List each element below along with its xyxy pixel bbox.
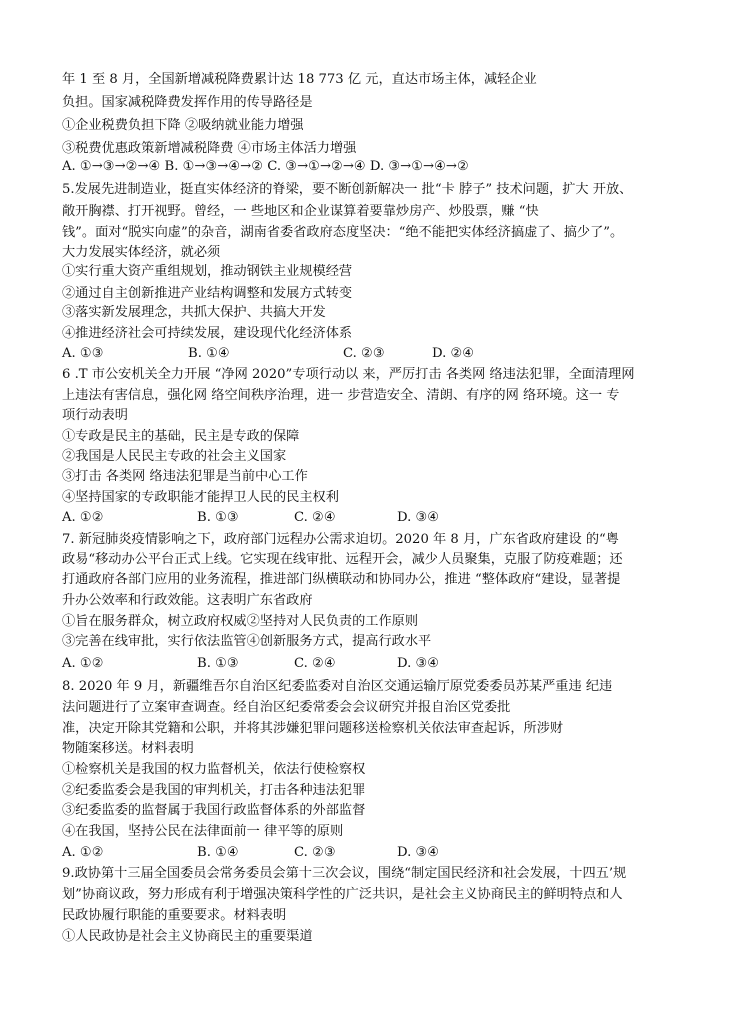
option-c: C. ②③ <box>294 845 336 860</box>
text-line: ④坚持国家的专政职能才能捍卫人民的民主权利 <box>62 490 339 505</box>
text-line: 政易“移动办公平台正式上线。它实现在线审批、远程开会，减少人员聚集，克服了防疫难题；还 <box>62 552 623 567</box>
option-d: D. ③④ <box>397 510 440 525</box>
text-line: 准，决定开除其党籍和公职，并将其涉嫌犯罪问题移送检察机关依法审查起诉，所涉财 <box>62 721 564 736</box>
text-line: ②纪委监委会是我国的审判机关，打击各种违法犯罪 <box>62 783 366 798</box>
option-b: B. ①④ <box>197 845 239 860</box>
text-line: 敞开胸襟、打开视野。曾经，一 些地区和企业谋算着要靠炒房产、炒股票，赚 “快 <box>62 204 539 219</box>
option-d: D. ③④ <box>397 845 440 860</box>
question-6-stem: 6 .T 市公安机关全力开展 “净网 2020”专项行动以 来，严厉打击 各类网 络违法犯罪，全面清理网 <box>62 367 635 382</box>
text-line: 民政协履行职能的重要要求。材料表明 <box>62 908 287 923</box>
text-line: ①检察机关是我国的权力监督机关，依法行使检察权 <box>62 762 366 777</box>
text-line: ③纪委监委的监督属于我国行政监督体系的外部监督 <box>62 803 366 818</box>
text-line: ③完善在线审批，实行依法监管④创新服务方式，提高行政水平 <box>62 634 432 649</box>
text-line: 项行动表明 <box>62 408 128 423</box>
option-a: A. ①③ <box>62 346 104 361</box>
question-7-stem: 7. 新冠肺炎疫情影响之下，政府部门远程办公需求迫切。2020 年 8 月，广东省政府建设 的“粤 <box>62 532 619 547</box>
text-line: ①实行重大资产重组规划，推动钢铁主业规模经营 <box>62 264 353 279</box>
option-a: A. ①② <box>62 845 104 860</box>
text-line: ①专政是民主的基础，民主是专政的保障 <box>62 429 300 444</box>
text-line: ③落实新发展理念，共抓大保护、共搞大开发 <box>62 305 326 320</box>
text-line: ③打击 各类网 络违法犯罪是当前中心工作 <box>62 469 308 484</box>
option-c: C. ②③ <box>343 346 385 361</box>
text-line: ①人民政协是社会主义协商民主的重要渠道 <box>62 929 313 944</box>
option-c: C. ②④ <box>294 656 336 671</box>
option-c: C. ②④ <box>294 510 336 525</box>
text-line: A. ①→③→②→④ B. ①→③→④→② C. ③→①→②→④ D. ③→①→④→② <box>62 159 469 174</box>
text-line: ①企业税费负担下降 ②吸纳就业能力增强 <box>62 118 304 133</box>
option-d: D. ③④ <box>397 656 440 671</box>
option-b: B. ①④ <box>188 346 230 361</box>
text-line: ②通过自主创新推进产业结构调整和发展方式转变 <box>62 286 353 301</box>
text-line: 年 1 至 8 月，全国新增减税降费累计达 18 773 亿 元，直达市场主体，减轻企业 <box>62 72 537 87</box>
text-line: ②我国是人民民主专政的社会主义国家 <box>62 449 287 464</box>
text-line: ①旨在服务群众，树立政府权威②坚持对人民负责的工作原则 <box>62 614 419 629</box>
option-a: A. ①② <box>62 656 104 671</box>
text-line: ③税费优惠政策新增减税降费 ④市场主体活力增强 <box>62 141 357 156</box>
text-line: 负担。国家减税降费发挥作用的传导路径是 <box>62 95 313 110</box>
text-line: 钱”。面对“脱实向虚”的杂音，湖南省委省政府态度坚决：“绝不能把实体经济搞虚了、搞少了”。 <box>62 225 624 240</box>
text-line: 上违法有害信息，强化网 络空间秩序治理，进一 步营造安全、清朗、有序的网 络环境。这一 专 <box>62 388 620 403</box>
question-9-stem: 9.政协第十三届全国委员会常务委员会第十三次会议，围绕“制定国民经济和社会发展，十四五’规 <box>62 866 627 881</box>
text-line: ④推进经济社会可持续发展，建设现代化经济体系 <box>62 326 353 341</box>
question-5-stem: 5.发展先进制造业，挺直实体经济的脊梁，要不断创新解决一 批“卡 脖子” 技术问题，扩大 开放、 <box>62 182 633 197</box>
text-line: 法问题进行了立案审查调查。经自治区纪委常委会会议研究并报自治区党委批 <box>62 700 511 715</box>
text-line: 打通政府各部门应用的业务流程，推进部门纵横联动和协同办公，推进 “整体政府“建设，显著提 <box>62 572 621 587</box>
text-line: 划”协商议政，努力形成有利于增强决策科学性的广泛共识，是社会主义协商民主的鲜明特点和人 <box>62 887 623 902</box>
text-line: 升办公效率和行政效能。这表明广东省政府 <box>62 593 313 608</box>
text-line: 物随案移送。材料表明 <box>62 741 194 756</box>
text-line: ④在我国，坚持公民在法律面前一 律平等的原则 <box>62 824 344 839</box>
text-line: 大力发展实体经济，就必须 <box>62 245 221 260</box>
option-a: A. ①② <box>62 510 104 525</box>
option-b: B. ①③ <box>197 656 239 671</box>
option-b: B. ①③ <box>197 510 239 525</box>
option-d: D. ②④ <box>432 346 475 361</box>
question-8-stem: 8. 2020 年 9 月，新疆维吾尔自治区纪委监委对自治区交通运输厅原党委委员苏某严重违 纪违 <box>62 679 613 694</box>
